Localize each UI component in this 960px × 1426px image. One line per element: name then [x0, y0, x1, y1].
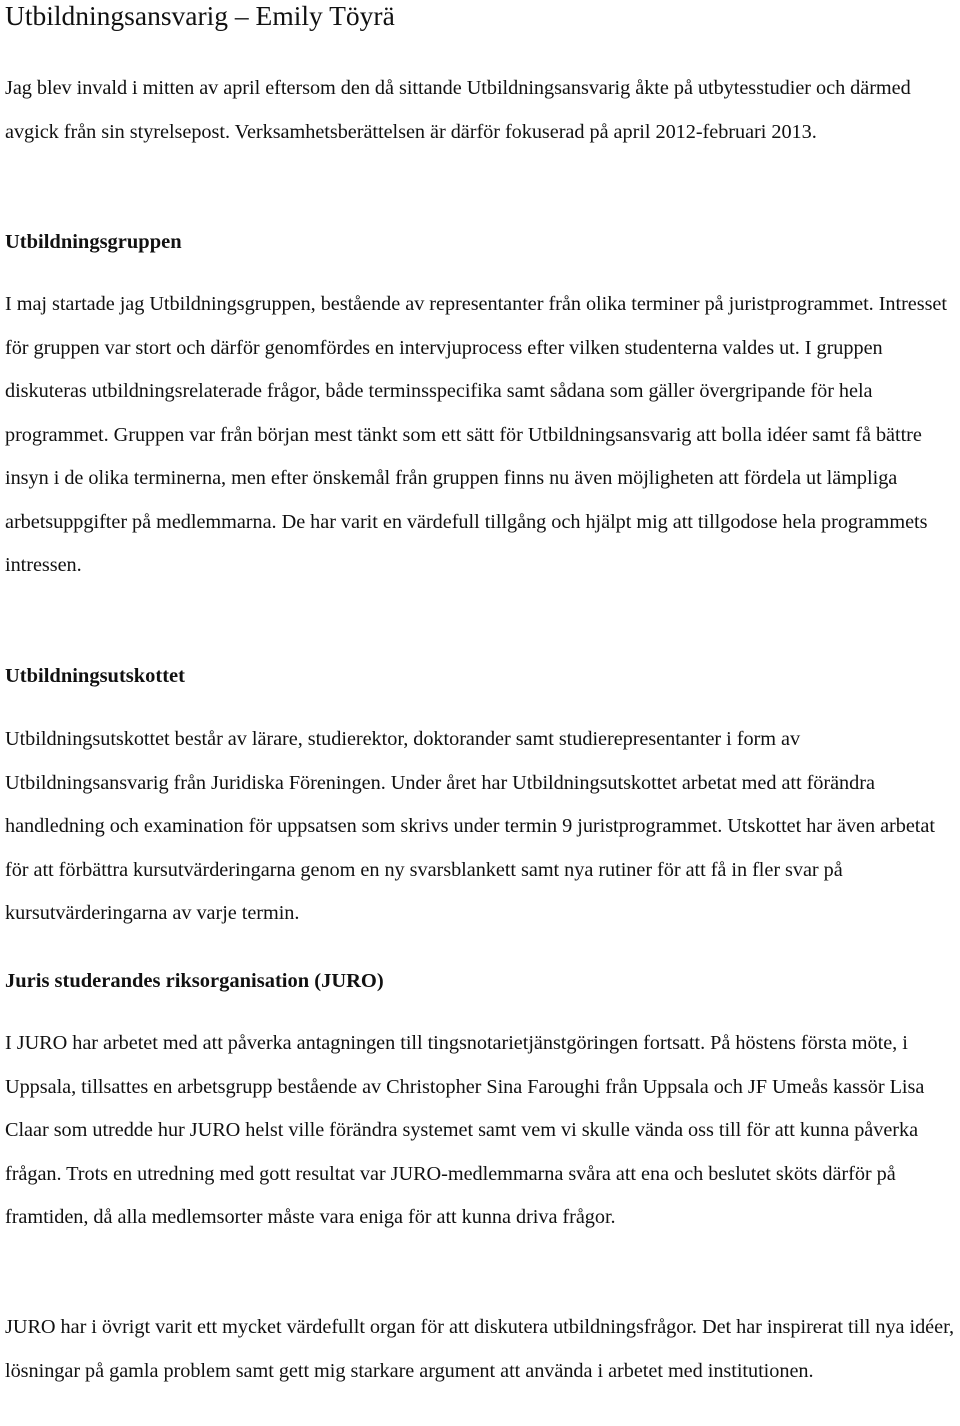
- paragraph-utbildningsgruppen: I maj startade jag Utbildningsgruppen, bestående av representanter från olika terminer på juristprogrammet. Intresset för gruppen var stort och därför genomfördes en intervjuprocess efter vilken studenterna valdes ut. I gruppen diskuteras utbildningsrelaterade frågor, både terminsspecifika samt sådana som gäller övergripande för hela programmet. Gruppen var från början mest tänkt som ett sätt för Utbildningsansvarig att bolla idéer samt få bättre insyn i de olika terminerna, men efter önskemål från gruppen finns nu även möjligheten att fördela ut lämpliga arbetsuppgifter på medlemmarna. De har varit en värdefull tillgång och hjälpt mig att tillgodose hela programmets intressen.: [5, 293, 947, 576]
- intro-paragraph: Jag blev invald i mitten av april eftersom den då sittande Utbildningsansvarig åkte på utbytesstudier och därmed avgick från sin styrelsepost. Verksamhetsberättelsen är därför fokuserad på april 2012-februari 2013.: [5, 77, 911, 143]
- paragraph-utbildningsutskottet: Utbildningsutskottet består av lärare, studierektor, doktorander samt studierepresentanter i form av Utbildningsansvarig från Juridiska Föreningen. Under året har Utbildningsutskottet arbetat med att förändra handledning och examination för uppsatsen som skrivs under termin 9 juristprogrammet. Utskottet har även arbetat för att förbättra kursutvärderingarna genom en ny svarsblankett samt nya rutiner för att få in fler svar på kursutvärderingarna av varje termin.: [5, 728, 935, 924]
- section-heading-juro: Juris studerandes riksorganisation (JURO): [5, 970, 384, 992]
- paragraph-juro-2: JURO har i övrigt varit ett mycket värdefullt organ för att diskutera utbildningsfrågor. Det har inspirerat till nya idéer, lösningar på gamla problem samt gett mig starkare argument att använda i arbetet med institutionen.: [5, 1316, 955, 1382]
- document-title: Utbildningsansvarig – Emily Töyrä: [5, 0, 395, 31]
- paragraph-juro-1: I JURO har arbetet med att påverka antagningen till tingsnotarietjänstgöringen fortsatt. På höstens första möte, i Uppsala, tillsattes en arbetsgrupp bestående av Christopher Sina Faroughi från Uppsala och JF Umeås kassör Lisa Claar som utredde hur JURO helst ville förändra systemet samt vem vi skulle vända oss till för att kunna påverka frågan. Trots en utredning med gott resultat var JURO-medlemmarna svåra att ena och beslutet sköts därför på framtiden, då alla medlemsorter måste vara eniga för att kunna driva frågor.: [5, 1032, 925, 1228]
- section-heading-utbildningsutskottet: Utbildningsutskottet: [5, 665, 185, 687]
- section-heading-utbildningsgruppen: Utbildningsgruppen: [5, 231, 182, 253]
